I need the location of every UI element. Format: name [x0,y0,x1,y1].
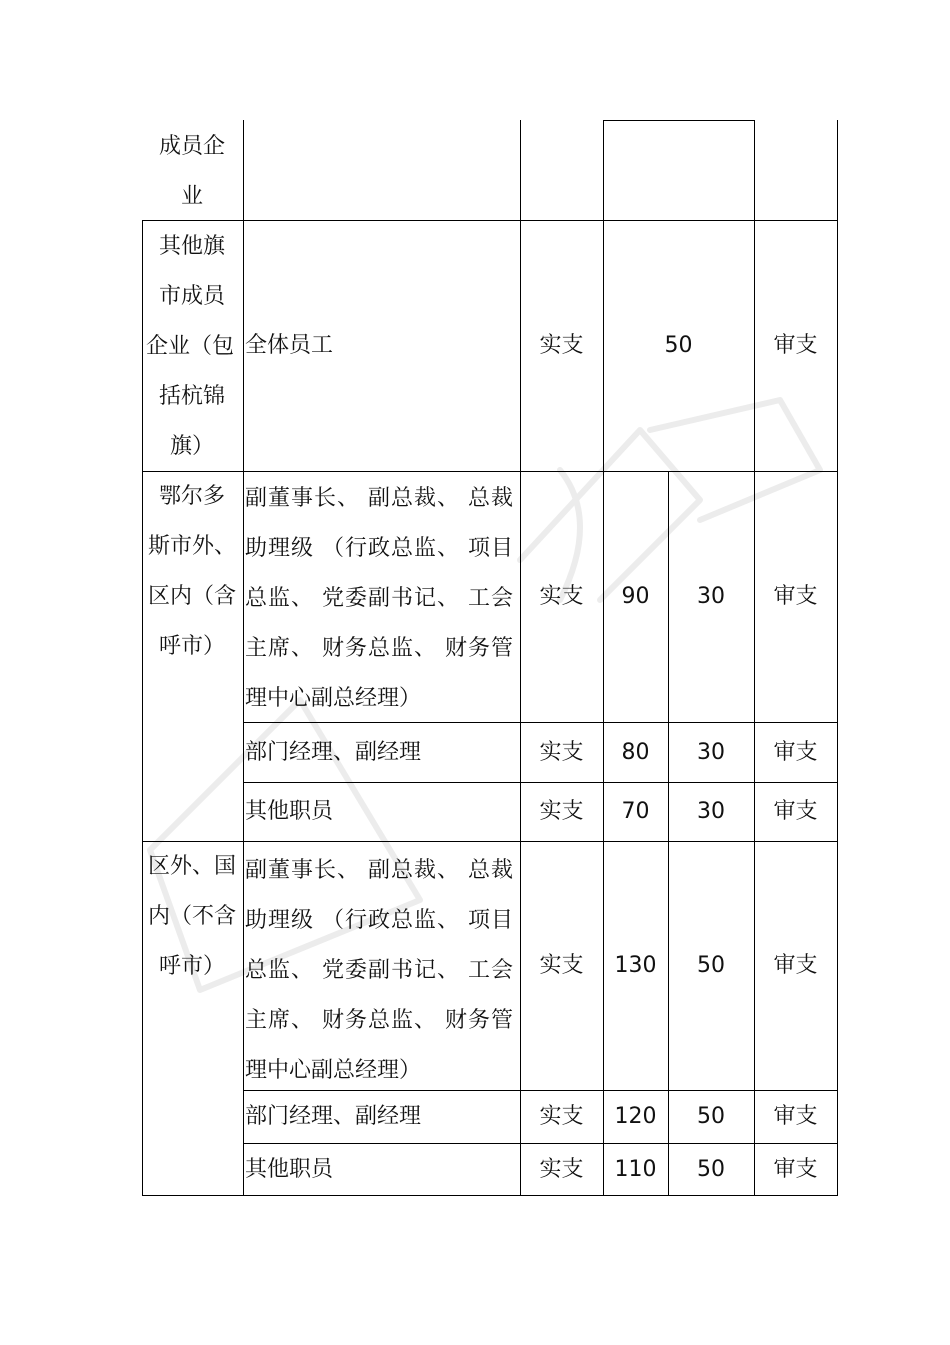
region-line: 区外、国 [147,854,236,879]
payment-mode-cell: 实支 [539,799,584,824]
region-line: 呼市） [158,634,225,659]
payment-mode-cell: 实支 [539,333,584,358]
staff-cell: 其他职员 [245,799,334,824]
staff-line: 主席、 财务总监、 财务管 [245,636,513,661]
amount-cell: 30 [697,739,725,765]
payment-mode-cell: 实支 [539,1104,584,1129]
approval-cell: 审支 [773,799,818,824]
staff-line: 理中心副总经理） [245,686,422,711]
amount-cell: 30 [697,799,725,824]
region-line: 企业（包 [145,334,234,359]
amount-cell: 50 [697,1156,725,1182]
region-cell [142,472,242,840]
staff-line: 主席、 财务总监、 财务管 [245,1008,513,1033]
amount-cell: 30 [697,584,725,609]
payment-mode-cell: 实支 [539,1156,584,1182]
region-line: 斯市外、 [147,534,236,559]
region-line: 其他旗 [158,234,225,259]
region-line: 区内（含 [147,584,236,609]
staff-line: 总监、 党委副书记、 工会 [245,958,513,983]
amount-cell: 120 [614,1104,657,1129]
region-line: 市成员 [158,284,225,309]
staff-line: 副董事长、 副总裁、 总裁 [245,858,513,883]
region-line: 成员企 [158,134,225,159]
region-cell [142,842,242,1195]
approval-cell: 审支 [773,953,818,978]
amount-cell: 70 [621,799,650,824]
region-line: 业 [180,184,203,209]
staff-cell: 其他职员 [245,1156,334,1182]
staff-cell [245,846,515,1090]
region-cell [142,122,242,220]
amount-cell: 50 [697,953,725,978]
payment-mode-cell: 实支 [539,739,584,765]
region-cell [142,222,242,470]
staff-cell [245,474,515,722]
approval-cell: 审支 [773,584,818,609]
payment-mode-cell: 实支 [539,953,584,978]
staff-line: 副董事长、 副总裁、 总裁 [245,486,513,511]
staff-line: 助理级 （行政总监、 项目 [245,536,513,561]
amount-cell: 80 [621,739,650,765]
amount-cell: 50 [697,1104,725,1129]
amount-cell: 110 [614,1156,657,1182]
approval-cell: 审支 [773,1156,818,1182]
amount-cell: 90 [621,584,650,609]
approval-cell: 审支 [773,739,818,765]
region-line: 括杭锦 [158,384,225,409]
region-line: 旗） [169,434,214,459]
payment-mode-cell: 实支 [539,584,584,609]
staff-cell: 全体员工 [245,333,334,358]
region-line: 鄂尔多 [158,484,225,509]
staff-line: 理中心副总经理） [245,1058,422,1083]
amount-cell: 130 [614,953,657,978]
staff-line: 总监、 党委副书记、 工会 [245,586,513,611]
approval-cell: 审支 [773,1104,818,1129]
region-line: 内（不含 [147,904,236,929]
amount-cell: 50 [664,333,693,358]
staff-cell: 部门经理、副经理 [245,1104,422,1129]
region-line: 呼市） [158,954,225,979]
staff-line: 助理级 （行政总监、 项目 [245,908,513,933]
approval-cell: 审支 [773,333,818,358]
staff-cell: 部门经理、副经理 [245,739,422,765]
